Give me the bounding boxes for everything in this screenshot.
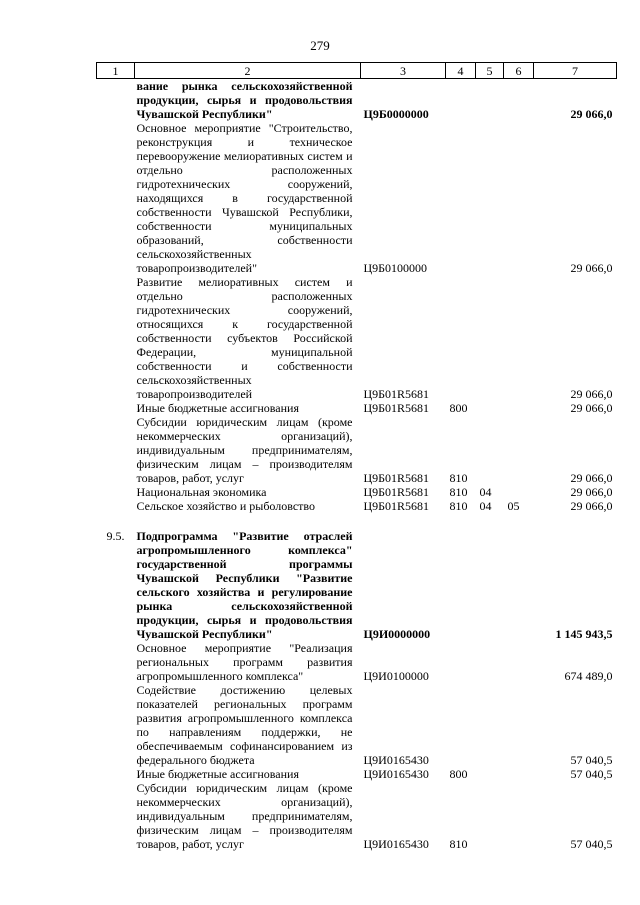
target-article-code: Ц9Б01R5681 [363, 485, 430, 499]
expense-type-code: 810 [449, 485, 468, 499]
amount-value: 29 066,0 [570, 499, 613, 513]
expense-type-code: 800 [449, 767, 468, 781]
row-description: Сельское хозяйство и рыболовство [136, 499, 316, 513]
section-code [476, 121, 504, 275]
page-number: 279 [310, 38, 330, 53]
row-description: Субсидии юридическим лицам (кроме некоммерческих организаций), индивидуальным предпринимателям, физическим лицам – производителям товаров, работ, услуг [136, 415, 353, 485]
table-row [97, 781, 617, 851]
row-description: Содействие достижению целевых показателей региональных программ развития агропромышленного комплекса по направлениям поддержки, не обеспечиваемым софинансированием из федерального бюджета [136, 683, 353, 767]
expense-type-code: 810 [449, 499, 468, 513]
row-number [97, 79, 135, 122]
row-description: Подпрограмма "Развитие отраслей агропромышленного комплекса" государственной программы Чувашской Республики "Развитие сельского хозяйства и регулирование рынка сельскохозяйственной продукции, сырья и продовольствия Чувашской Республики" [136, 529, 353, 641]
expense-type-code [446, 275, 476, 401]
amount-value: 29 066,0 [570, 107, 613, 121]
target-article-code: Ц9И0100000 [363, 669, 429, 683]
target-article-code: Ц9Б0100000 [363, 261, 428, 275]
subsection-code [504, 641, 534, 683]
table-row [97, 401, 617, 415]
table-row [97, 485, 617, 499]
subsection-code: 05 [507, 499, 520, 513]
row-number [97, 767, 135, 781]
row-number: 9.5. [106, 529, 125, 543]
target-article-code: Ц9Б01R5681 [363, 471, 430, 485]
row-number [97, 121, 135, 275]
expense-type-code [446, 683, 476, 767]
target-article-code: Ц9Б01R5681 [363, 499, 430, 513]
section-code [476, 683, 504, 767]
amount-value: 57 040,5 [570, 753, 613, 767]
expense-type-code [446, 641, 476, 683]
section-code [476, 641, 504, 683]
row-description: Основное мероприятие "Реализация региональных программ развития агропромышленного комплекса" [136, 641, 353, 683]
header-col-6: 6 [504, 63, 534, 79]
table-row [97, 275, 617, 401]
row-description: Иные бюджетные ассигнования [136, 401, 299, 415]
row-description: Иные бюджетные ассигнования [136, 767, 299, 781]
expense-type-code: 800 [449, 401, 468, 415]
row-description: Субсидии юридическим лицам (кроме некоммерческих организаций), индивидуальным предпринимателям, физическим лицам – производителям товаров, работ, услуг [136, 781, 353, 851]
header-col-4: 4 [446, 63, 476, 79]
header-col-5: 5 [476, 63, 504, 79]
row-number [97, 485, 135, 499]
section-code [476, 415, 504, 485]
amount-value: 29 066,0 [570, 471, 613, 485]
row-number [97, 641, 135, 683]
section-code: 04 [479, 499, 492, 513]
table-row [97, 529, 617, 641]
spacer-cell [97, 513, 617, 529]
target-article-code: Ц9И0165430 [363, 753, 429, 767]
table-row [97, 499, 617, 513]
table-row [97, 641, 617, 683]
target-article-code: Ц9И0000000 [363, 627, 431, 641]
row-number [97, 401, 135, 415]
table-row [97, 683, 617, 767]
subsection-code [504, 781, 534, 851]
section-code [476, 781, 504, 851]
target-article-code: Ц9Б01R5681 [363, 401, 430, 415]
row-description: Национальная экономика [136, 485, 267, 499]
expense-type-code: 810 [449, 471, 468, 485]
subsection-code [504, 485, 534, 499]
section-code [476, 767, 504, 781]
row-number [97, 781, 135, 851]
target-article-code: Ц9И0165430 [363, 767, 429, 781]
table-row [97, 79, 617, 122]
subsection-code [504, 275, 534, 401]
target-article-code: Ц9Б0000000 [363, 107, 429, 121]
spacer-row [97, 513, 617, 529]
section-code [476, 529, 504, 641]
section-code [476, 275, 504, 401]
table-body [97, 79, 617, 852]
table-row [97, 121, 617, 275]
row-number [97, 415, 135, 485]
section-code [476, 401, 504, 415]
expense-type-code [446, 529, 476, 641]
budget-table [96, 62, 617, 851]
expense-type-code: 810 [449, 837, 468, 851]
subsection-code [504, 767, 534, 781]
section-code [476, 79, 504, 122]
amount-value: 29 066,0 [570, 261, 613, 275]
amount-value: 1 145 943,5 [555, 627, 613, 641]
amount-value: 57 040,5 [570, 837, 613, 851]
subsection-code [504, 79, 534, 122]
row-description: вание рынка сельскохозяйственной продукции, сырья и продовольствия Чувашской Республики" [136, 79, 353, 121]
header-col-1: 1 [97, 63, 135, 79]
amount-value: 674 489,0 [564, 669, 613, 683]
header-col-7: 7 [534, 63, 617, 79]
table-row [97, 415, 617, 485]
amount-value: 29 066,0 [570, 401, 613, 415]
amount-value: 29 066,0 [570, 387, 613, 401]
subsection-code [504, 401, 534, 415]
subsection-code [504, 415, 534, 485]
subsection-code [504, 529, 534, 641]
amount-value: 57 040,5 [570, 767, 613, 781]
row-number [97, 275, 135, 401]
section-code: 04 [479, 485, 492, 499]
header-col-3: 3 [361, 63, 446, 79]
target-article-code: Ц9И0165430 [363, 837, 429, 851]
header-col-2: 2 [135, 63, 361, 79]
subsection-code [504, 121, 534, 275]
expense-type-code [446, 121, 476, 275]
amount-value: 29 066,0 [570, 485, 613, 499]
row-number [97, 683, 135, 767]
expense-type-code [446, 79, 476, 122]
table-row [97, 767, 617, 781]
target-article-code: Ц9Б01R5681 [363, 387, 430, 401]
row-description: Развитие мелиоративных систем и отдельно расположенных гидротехнических сооружений, относящихся к государственной собственности субъектов Российской Федерации, муниципальной собственности и собственности сельскохозяйственных товаропроизводителей [136, 275, 353, 401]
table-header-row [97, 63, 617, 79]
row-number [97, 499, 135, 513]
subsection-code [504, 683, 534, 767]
row-description: Основное мероприятие "Строительство, реконструкция и техническое перевооружение мелиоративных систем и отдельно расположенных гидротехнических сооружений, находящихся в государственной собственности Чувашской Республики, собственности муниципальных образований, собственности сельскохозяйственных товаропроизводителей" [136, 121, 353, 275]
